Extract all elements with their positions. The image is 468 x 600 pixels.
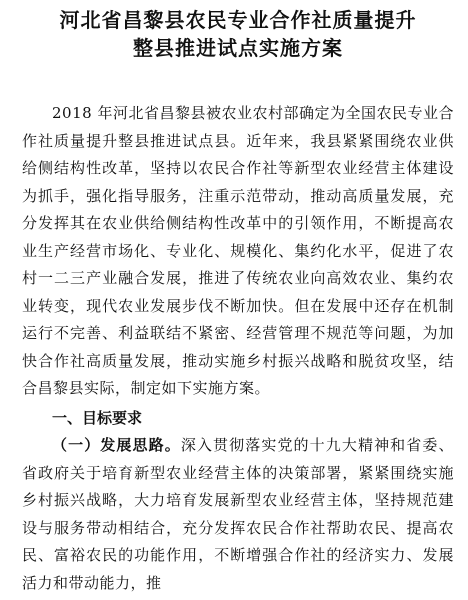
document-title [22, 6, 454, 62]
section-heading-goals: 一、目标要求 [52, 408, 143, 427]
intro-paragraph: 2018 年河北省昌黎县被农业农村部确定为全国农民专业合作社质量提升整县推进试点县。近年来，我县紧紧围绕农业供给侧结构性改革，坚持以农民合作社等新型农业经营主体建设为抓手，强化指导服务，注重示范带动，推动高质量发展，充分发挥其在农业供给侧结构性改革中的引领作用，不断提高农业生产经营市场化、专业化、规模化、集约化水平，促进了农村一二三产业融合发展，推进了传统农业向高效农业、集约农业转变，现代农业发展步伐不断加快。但在发展中还存在机制运行不完善、利益联结不紧密、经营管理不规范等问题，为加快合作社高质量发展，推动实施乡村振兴战略和脱贫攻坚，结合昌黎县实际，制定如下实施方案。 [22, 104, 454, 397]
title-line-1: 河北省昌黎县农民专业合作社质量提升 [59, 8, 417, 32]
subsection-lead: （一）发展思路。 [52, 436, 181, 454]
subsection-text: 深入贯彻落实党的十九大精神和省委、省政府关于培育新型农业经营主体的决策部署，紧紧围绕实施乡村振兴战略，大力培育发展新型农业经营主体，坚持规范建设与服务带动相结合，充分发挥农民合作社帮助农民、提高农民、富裕农民的功能作用，不断增强合作社的经济实力、发展活力和带动能力，推 [22, 436, 454, 592]
development-approach-paragraph [22, 432, 454, 597]
title-line-2: 整县推进试点实施方案 [133, 36, 343, 60]
